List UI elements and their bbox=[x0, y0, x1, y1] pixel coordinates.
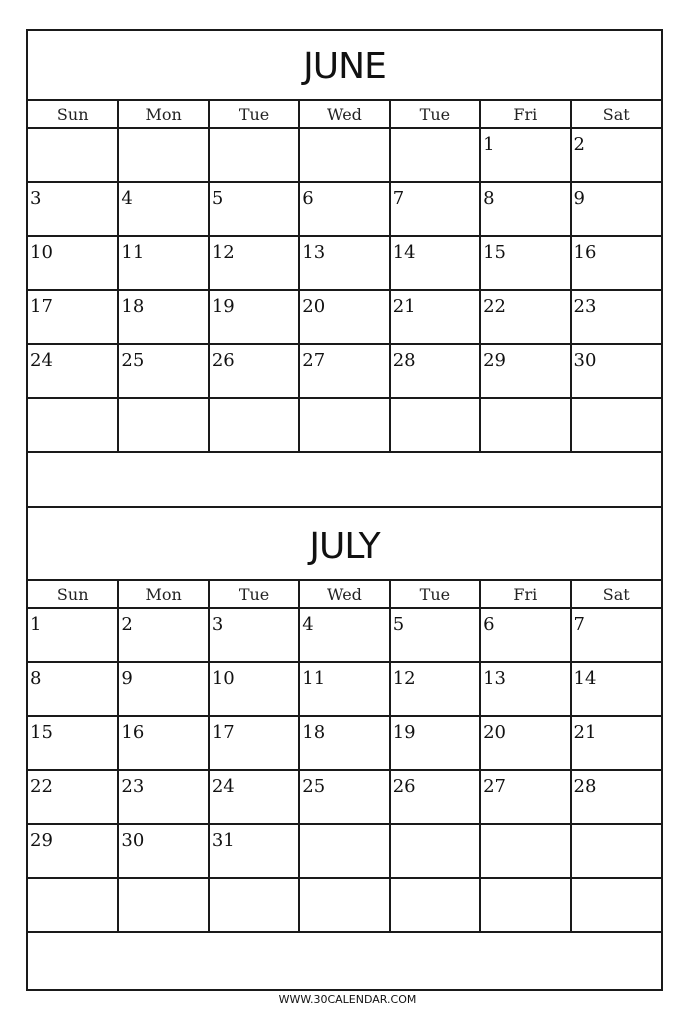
day-number bbox=[119, 879, 207, 885]
week-row bbox=[28, 398, 661, 452]
day-cell bbox=[118, 878, 208, 932]
day-number: 6 bbox=[483, 614, 495, 635]
day-cell bbox=[209, 716, 299, 770]
day-cell bbox=[390, 770, 480, 824]
day-cell bbox=[118, 824, 208, 878]
week-row bbox=[28, 128, 661, 182]
day-number: 25 bbox=[302, 776, 326, 797]
day-cell bbox=[390, 824, 480, 878]
day-number bbox=[300, 129, 388, 135]
day-number bbox=[28, 129, 117, 135]
day-number: 4 bbox=[121, 188, 133, 209]
day-number: 18 bbox=[121, 296, 145, 317]
day-number bbox=[391, 825, 479, 831]
day-number bbox=[119, 129, 207, 135]
day-cell bbox=[299, 344, 389, 398]
day-cell bbox=[571, 128, 661, 182]
day-cell bbox=[299, 128, 389, 182]
day-number: 22 bbox=[483, 296, 507, 317]
day-number: 24 bbox=[30, 350, 53, 371]
day-number: 21 bbox=[573, 722, 597, 743]
day-number: 19 bbox=[392, 722, 416, 743]
day-number: 8 bbox=[30, 668, 42, 689]
day-number bbox=[210, 399, 298, 405]
day-cell bbox=[118, 290, 208, 344]
month-title: JULY bbox=[28, 511, 661, 581]
day-cell bbox=[209, 290, 299, 344]
day-number: 11 bbox=[121, 242, 145, 263]
day-number: 15 bbox=[483, 242, 507, 263]
day-number: 19 bbox=[211, 296, 235, 317]
day-cell bbox=[571, 878, 661, 932]
day-number: 5 bbox=[392, 614, 405, 635]
weekday-header-row bbox=[28, 581, 661, 608]
weekday-header: Sun bbox=[28, 581, 118, 608]
day-number: 4 bbox=[302, 614, 314, 635]
day-number: 16 bbox=[121, 722, 145, 743]
day-number: 1 bbox=[30, 614, 42, 635]
day-number: 2 bbox=[573, 134, 585, 155]
day-number bbox=[572, 879, 661, 885]
day-cell bbox=[480, 398, 570, 452]
day-cell bbox=[571, 662, 661, 716]
weekday-header: Mon bbox=[118, 581, 208, 608]
day-cell bbox=[480, 770, 570, 824]
weekday-header: Mon bbox=[118, 101, 208, 128]
month-title: JUNE bbox=[28, 31, 661, 101]
day-cell bbox=[480, 716, 570, 770]
day-number: 29 bbox=[483, 350, 507, 371]
day-number: 14 bbox=[392, 242, 416, 263]
day-cell bbox=[299, 182, 389, 236]
weekday-header: Tue bbox=[390, 581, 480, 608]
day-cell bbox=[390, 128, 480, 182]
day-number bbox=[28, 399, 117, 405]
weekday-header: Wed bbox=[299, 101, 389, 128]
day-cell bbox=[28, 128, 118, 182]
day-number bbox=[28, 879, 117, 885]
day-cell bbox=[209, 770, 299, 824]
day-number bbox=[300, 825, 388, 831]
day-number: 31 bbox=[211, 830, 235, 851]
day-number: 10 bbox=[30, 242, 53, 263]
day-cell bbox=[28, 716, 118, 770]
day-cell bbox=[480, 344, 570, 398]
day-number: 21 bbox=[392, 296, 416, 317]
day-number bbox=[481, 879, 569, 885]
day-cell bbox=[28, 398, 118, 452]
day-cell bbox=[390, 608, 480, 662]
day-cell bbox=[390, 716, 480, 770]
day-cell bbox=[571, 824, 661, 878]
week-row bbox=[28, 290, 661, 344]
footer-url: WWW.30CALENDAR.COM bbox=[278, 993, 417, 1006]
week-row bbox=[28, 182, 661, 236]
week-row bbox=[28, 716, 661, 770]
day-number: 3 bbox=[211, 614, 224, 635]
day-number: 26 bbox=[392, 776, 416, 797]
day-number: 30 bbox=[573, 350, 597, 371]
day-number: 14 bbox=[573, 668, 597, 689]
week-row bbox=[28, 770, 661, 824]
calendar-frame bbox=[26, 29, 663, 991]
day-cell bbox=[390, 662, 480, 716]
week-row bbox=[28, 824, 661, 878]
day-cell bbox=[480, 290, 570, 344]
day-cell bbox=[209, 662, 299, 716]
weekday-header: Tue bbox=[390, 101, 480, 128]
day-number: 18 bbox=[302, 722, 326, 743]
day-cell bbox=[390, 182, 480, 236]
day-number: 26 bbox=[211, 350, 235, 371]
day-cell bbox=[28, 824, 118, 878]
day-cell bbox=[118, 770, 208, 824]
day-cell bbox=[28, 878, 118, 932]
day-number: 2 bbox=[121, 614, 133, 635]
month-grid bbox=[28, 101, 661, 453]
day-number bbox=[481, 399, 569, 405]
day-cell bbox=[571, 344, 661, 398]
day-cell bbox=[299, 824, 389, 878]
weekday-header: Sun bbox=[28, 101, 118, 128]
day-cell bbox=[118, 716, 208, 770]
weekday-header: Tue bbox=[209, 101, 299, 128]
weekday-header: Wed bbox=[299, 581, 389, 608]
day-number bbox=[210, 129, 298, 135]
week-row bbox=[28, 344, 661, 398]
day-number: 13 bbox=[483, 668, 507, 689]
day-cell bbox=[209, 608, 299, 662]
day-cell bbox=[28, 344, 118, 398]
weekday-header: Sat bbox=[571, 101, 661, 128]
day-number bbox=[391, 879, 479, 885]
day-cell bbox=[390, 290, 480, 344]
day-number bbox=[300, 879, 388, 885]
day-cell bbox=[480, 182, 570, 236]
day-number: 7 bbox=[573, 614, 585, 635]
day-number: 28 bbox=[392, 350, 416, 371]
day-number bbox=[572, 399, 661, 405]
day-cell bbox=[571, 236, 661, 290]
day-cell bbox=[28, 182, 118, 236]
day-cell bbox=[571, 290, 661, 344]
day-cell bbox=[390, 878, 480, 932]
day-number: 13 bbox=[302, 242, 326, 263]
day-number: 23 bbox=[573, 296, 597, 317]
day-cell bbox=[299, 770, 389, 824]
day-number bbox=[391, 129, 479, 135]
day-number: 12 bbox=[392, 668, 416, 689]
day-cell bbox=[28, 662, 118, 716]
day-number: 20 bbox=[483, 722, 507, 743]
day-number bbox=[119, 399, 207, 405]
day-cell bbox=[118, 236, 208, 290]
day-cell bbox=[118, 182, 208, 236]
day-number: 10 bbox=[211, 668, 235, 689]
day-number: 27 bbox=[483, 776, 507, 797]
month-june bbox=[28, 31, 661, 508]
day-number: 22 bbox=[30, 776, 53, 797]
day-cell bbox=[28, 608, 118, 662]
day-number: 9 bbox=[121, 668, 133, 689]
day-cell bbox=[299, 716, 389, 770]
day-cell bbox=[390, 236, 480, 290]
day-cell bbox=[480, 236, 570, 290]
weekday-header: Fri bbox=[480, 101, 570, 128]
day-cell bbox=[118, 344, 208, 398]
notes-row bbox=[28, 453, 661, 508]
day-number: 1 bbox=[483, 134, 495, 155]
day-number: 17 bbox=[30, 296, 53, 317]
day-number: 24 bbox=[211, 776, 235, 797]
day-number: 3 bbox=[30, 188, 42, 209]
day-cell bbox=[299, 608, 389, 662]
day-number: 23 bbox=[121, 776, 145, 797]
day-number bbox=[391, 399, 479, 405]
day-cell bbox=[480, 662, 570, 716]
day-cell bbox=[118, 128, 208, 182]
day-number: 17 bbox=[211, 722, 235, 743]
day-number: 29 bbox=[30, 830, 53, 851]
day-cell bbox=[28, 770, 118, 824]
day-number: 27 bbox=[302, 350, 326, 371]
day-cell bbox=[571, 608, 661, 662]
day-cell bbox=[480, 824, 570, 878]
day-number: 30 bbox=[121, 830, 145, 851]
week-row bbox=[28, 236, 661, 290]
day-cell bbox=[571, 716, 661, 770]
day-cell bbox=[480, 128, 570, 182]
day-number: 7 bbox=[392, 188, 405, 209]
day-number: 16 bbox=[573, 242, 597, 263]
day-number: 20 bbox=[302, 296, 326, 317]
day-number bbox=[210, 879, 298, 885]
day-cell bbox=[28, 290, 118, 344]
weekday-header: Fri bbox=[480, 581, 570, 608]
day-cell bbox=[209, 398, 299, 452]
day-cell bbox=[209, 236, 299, 290]
day-number bbox=[481, 825, 569, 831]
day-number: 8 bbox=[483, 188, 495, 209]
weekday-header: Sat bbox=[571, 581, 661, 608]
month-grid bbox=[28, 581, 661, 933]
day-cell bbox=[209, 878, 299, 932]
day-cell bbox=[480, 878, 570, 932]
day-cell bbox=[571, 770, 661, 824]
day-number: 15 bbox=[30, 722, 53, 743]
day-number: 12 bbox=[211, 242, 235, 263]
day-cell bbox=[118, 608, 208, 662]
day-number: 5 bbox=[211, 188, 224, 209]
day-cell bbox=[209, 344, 299, 398]
day-cell bbox=[209, 182, 299, 236]
weekday-header: Tue bbox=[209, 581, 299, 608]
week-row bbox=[28, 878, 661, 932]
day-number: 9 bbox=[573, 188, 585, 209]
week-row bbox=[28, 608, 661, 662]
week-row bbox=[28, 662, 661, 716]
day-cell bbox=[299, 236, 389, 290]
weekday-header-row bbox=[28, 101, 661, 128]
day-cell bbox=[390, 398, 480, 452]
day-cell bbox=[118, 662, 208, 716]
day-cell bbox=[299, 290, 389, 344]
day-cell bbox=[390, 344, 480, 398]
day-cell bbox=[209, 128, 299, 182]
day-cell bbox=[299, 878, 389, 932]
day-number bbox=[300, 399, 388, 405]
day-number: 11 bbox=[302, 668, 326, 689]
day-cell bbox=[480, 608, 570, 662]
day-cell bbox=[571, 398, 661, 452]
day-number bbox=[572, 825, 661, 831]
day-number: 28 bbox=[573, 776, 597, 797]
day-cell bbox=[118, 398, 208, 452]
notes-row bbox=[28, 933, 661, 988]
day-number: 25 bbox=[121, 350, 145, 371]
month-july bbox=[28, 511, 661, 988]
day-cell bbox=[299, 662, 389, 716]
day-cell bbox=[28, 236, 118, 290]
day-cell bbox=[209, 824, 299, 878]
day-cell bbox=[571, 182, 661, 236]
day-cell bbox=[299, 398, 389, 452]
day-number: 6 bbox=[302, 188, 314, 209]
